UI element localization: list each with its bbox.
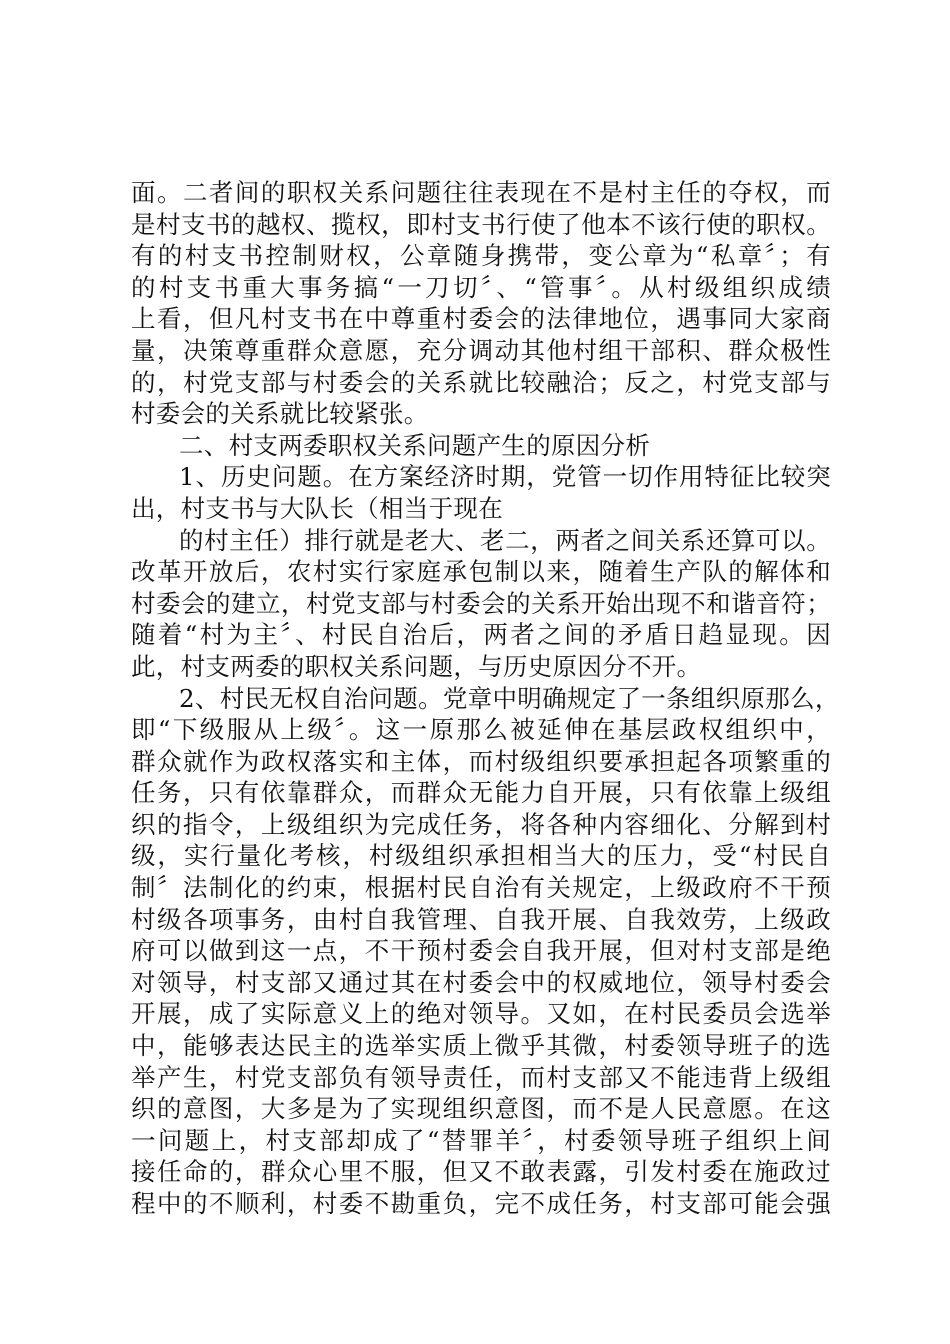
- text-line: 出，村支书与大队长（相当于现在: [131, 493, 503, 523]
- text-line: 府可以做到这一点，不干预村委会自我开展，但对村支部是绝: [131, 936, 831, 966]
- text-line: 改革开放后，农村实行家庭承包制以来，随着生产队的解体和: [131, 557, 831, 587]
- section-heading: 二、村支两委职权关系问题产生的原因分析: [179, 430, 651, 460]
- text-line: 此，村支两委的职权关系问题，与历史原因分不开。: [131, 651, 702, 681]
- text-line: 接任命的，群众心里不服，但又不敢表露，引发村委在施政过: [131, 1157, 831, 1187]
- text-line: 即“下级服从上级〞。这一原那么被延伸在基层政权组织中，: [131, 715, 831, 745]
- text-line: 中，能够表达民主的选举实质上微乎其微，村委领导班子的选: [131, 1031, 831, 1061]
- text-line: 任务，只有依靠群众，而群众无能力自开展，只有依靠上级组: [131, 778, 831, 808]
- text-line: 村级各项事务，由村自我管理、自我开展、自我效劳，上级政: [131, 904, 831, 934]
- text-line: 一问题上，村支部却成了“替罪羊〞，村委领导班子组织上间: [131, 1125, 831, 1155]
- text-line: 1、历史问题。在方案经济时期，党管一切作用特征比较突: [179, 462, 831, 492]
- text-line: 制〞法制化的约束，根据村民自治有关规定，上级政府不干预: [131, 873, 831, 903]
- text-line: 群众就作为政权落实和主体，而村级组织要承担起各项繁重的: [131, 746, 831, 776]
- text-line: 级，实行量化考核，村级组织承担相当大的压力，受“村民自: [131, 841, 831, 871]
- text-line: 村委会的建立，村党支部与村委会的关系开始出现不和谐音符；: [131, 588, 831, 618]
- text-line: 是村支书的越权、揽权，即村支书行使了他本不该行使的职权。: [131, 209, 831, 239]
- text-line: 有的村支书控制财权，公章随身携带，变公章为“私章〞；有: [131, 241, 831, 271]
- text-line: 程中的不顺利，村委不勘重负，完不成任务，村支部可能会强: [131, 1189, 831, 1218]
- text-line: 对领导，村支部又通过其在村委会中的权威地位，领导村委会: [131, 967, 831, 997]
- text-line: 面。二者间的职权关系问题往往表现在不是村主任的夺权，而: [131, 178, 831, 207]
- text-line: 的，村党支部与村委会的关系就比较融洽；反之，村党支部与: [131, 367, 831, 397]
- text-line: 织的意图，大多是为了实现组织意图，而不是人民意愿。在这: [131, 1094, 831, 1124]
- text-line: 村委会的关系就比较紧张。: [131, 399, 429, 429]
- text-line: 的村支书重大事务搞“一刀切〞、“管事〞。从村级组织成绩: [131, 272, 831, 302]
- document-body: [131, 177, 840, 1220]
- text-line: 织的指令，上级组织为完成任务，将各种内容细化、分解到村: [131, 809, 831, 839]
- text-line: 上看，但凡村支书在中尊重村委会的法律地位，遇事同大家商: [131, 304, 831, 334]
- text-line: 量，决策尊重群众意愿，充分调动其他村组干部积、群众极性: [131, 335, 831, 365]
- text-line: 随着“村为主〞、村民自治后，两者之间的矛盾日趋显现。因: [131, 620, 831, 650]
- text-line: 的村主任）排行就是老大、老二，两者之间关系还算可以。: [179, 525, 831, 555]
- text-line: 举产生，村党支部负有领导责任，而村支部又不能违背上级组: [131, 1062, 831, 1092]
- text-line: 2、村民无权自治问题。党章中明确规定了一条组织原那么，: [179, 683, 840, 713]
- text-line: 开展，成了实际意义上的绝对领导。又如，在村民委员会选举: [131, 999, 831, 1029]
